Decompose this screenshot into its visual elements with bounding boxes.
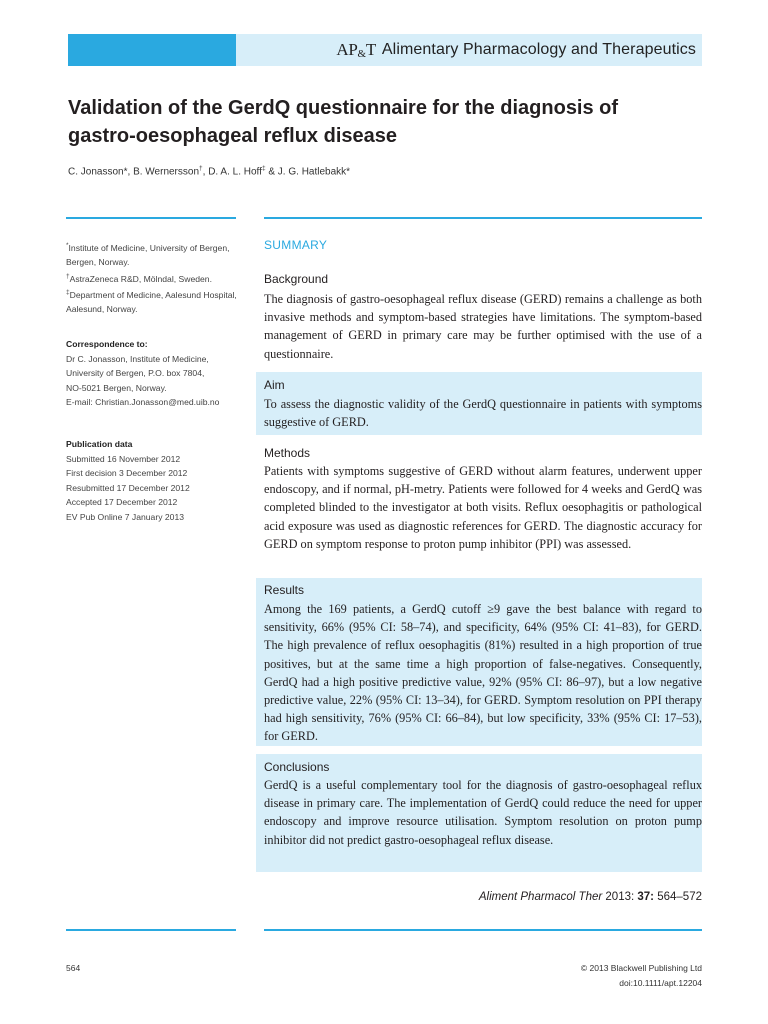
- footer-rule-left: [66, 929, 236, 931]
- journal-logo: AP&T: [336, 40, 376, 60]
- title-line-1: Validation of the GerdQ questionnaire for the diagnosis of: [68, 97, 619, 119]
- affiliation-item: ‡Department of Medicine, Aalesund Hospital, Aalesund, Norway.: [66, 288, 237, 315]
- aim-text: To assess the diagnostic validity of the GerdQ questionnaire in patients with symptoms suggestive of GERD.: [264, 397, 702, 430]
- correspondence-block: Dr C. Jonasson, Institute of Medicine, University of Bergen, P.O. box 7804, NO-5021 Bergen, Norway. E-mail: Christian.Jonasson@med.uib.no: [66, 352, 246, 410]
- footer-rule-right: [264, 929, 702, 931]
- email-link[interactable]: E-mail: Christian.Jonasson@med.uib.no: [66, 397, 220, 408]
- background-text: The diagnosis of gastro-oesophageal reflux disease (GERD) remains a challenge as both invasive methods and symptom-based strategies have limitations. The symptom-based management of GERD in primary care may be further optimised with the use of a questionnaire.: [264, 292, 702, 361]
- article-title: [68, 94, 688, 150]
- methods-heading: Methods: [264, 446, 311, 460]
- methods-text: Patients with symptoms suggestive of GERD without alarm features, underwent upper endoscopy, and if normal, pH-metry. Patients were followed for 4 weeks and GerdQ was completed blinded to the investigator at both visits. Reflux oesophagitis or pathological acid exposure was used as diagnostic references for GERD. The diagnostic accuracy for GERD on symptom response to proton pump inhibitor (PPI) was assessed.: [264, 464, 702, 551]
- title-line-2: gastro-oesophageal reflux disease: [68, 125, 398, 147]
- header-accent-block: [68, 34, 236, 66]
- affiliation-item: *Institute of Medicine, University of Bergen, Bergen, Norway.: [66, 242, 230, 268]
- affiliations: [66, 239, 241, 317]
- correspondence-heading: Correspondence to:: [66, 339, 148, 349]
- aim-heading: Aim: [264, 378, 285, 392]
- copyright: © 2013 Blackwell Publishing Ltd: [580, 963, 702, 973]
- author-list: C. Jonasson*, B. Wernersson†, D. A. L. Hoff‡ & J. G. Hatlebakk*: [68, 165, 351, 178]
- journal-banner: [236, 34, 702, 66]
- results-heading: Results: [264, 583, 305, 597]
- publication-heading: Publication data: [66, 439, 133, 449]
- background-heading: Background: [264, 272, 329, 286]
- page-number: 564: [66, 963, 81, 973]
- summary-heading: SUMMARY: [264, 238, 328, 252]
- author-name: B. Wernersson: [133, 166, 200, 178]
- citation: Aliment Pharmacol Ther 2013: 37: 564–572: [478, 891, 702, 903]
- affiliation-item: †AstraZeneca R&D, Mölndal, Sweden.: [66, 272, 212, 284]
- results-text: Among the 169 patients, a GerdQ cutoff ≥9 gave the best balance with regard to sensitivity, 66% (95% CI: 58–74), and specificity, 64% (95% CI: 41–83), for GERD. The high prevalence of reflux oesophagitis (81%) resulted in a high proportion of true positives, but at the same time a high proportion of false-negatives. Consequently, GerdQ had a high positive predictive value, 92% (95% CI: 86–97), but a low negative predictive value, 22% (95% CI: 13–34), for GERD. Symptom resolution on PPI therapy had high sensitivity, 76% (95% CI: 66–84), but low specificity, 33% (95% CI: 17–53), for GERD.: [264, 602, 702, 744]
- conclusions-text: GerdQ is a useful complementary tool for the diagnosis of gastro-oesophageal reflux disease in primary care. The implementation of GerdQ could reduce the need for upper endoscopy and improve resource utilisation. Symptom resolution on proton pump inhibitor did not predict gastro-oesophageal reflux disease.: [264, 778, 702, 847]
- sidebar-rule: [66, 217, 236, 219]
- journal-name: Alimentary Pharmacology and Therapeutics: [381, 41, 696, 58]
- author-name: D. A. L. Hoff: [208, 166, 262, 178]
- summary-rule: [264, 217, 702, 219]
- publication-dates: Submitted 16 November 2012 First decision 3 December 2012 Resubmitted 17 December 2012 Accepted 17 December 2012 EV Pub Online 7 January 2013: [66, 454, 190, 522]
- doi-link[interactable]: doi:10.1111/apt.12204: [619, 978, 702, 988]
- conclusions-heading: Conclusions: [264, 760, 330, 774]
- author-name: J. G. Hatlebakk: [277, 166, 347, 178]
- author-name: C. Jonasson: [68, 166, 124, 178]
